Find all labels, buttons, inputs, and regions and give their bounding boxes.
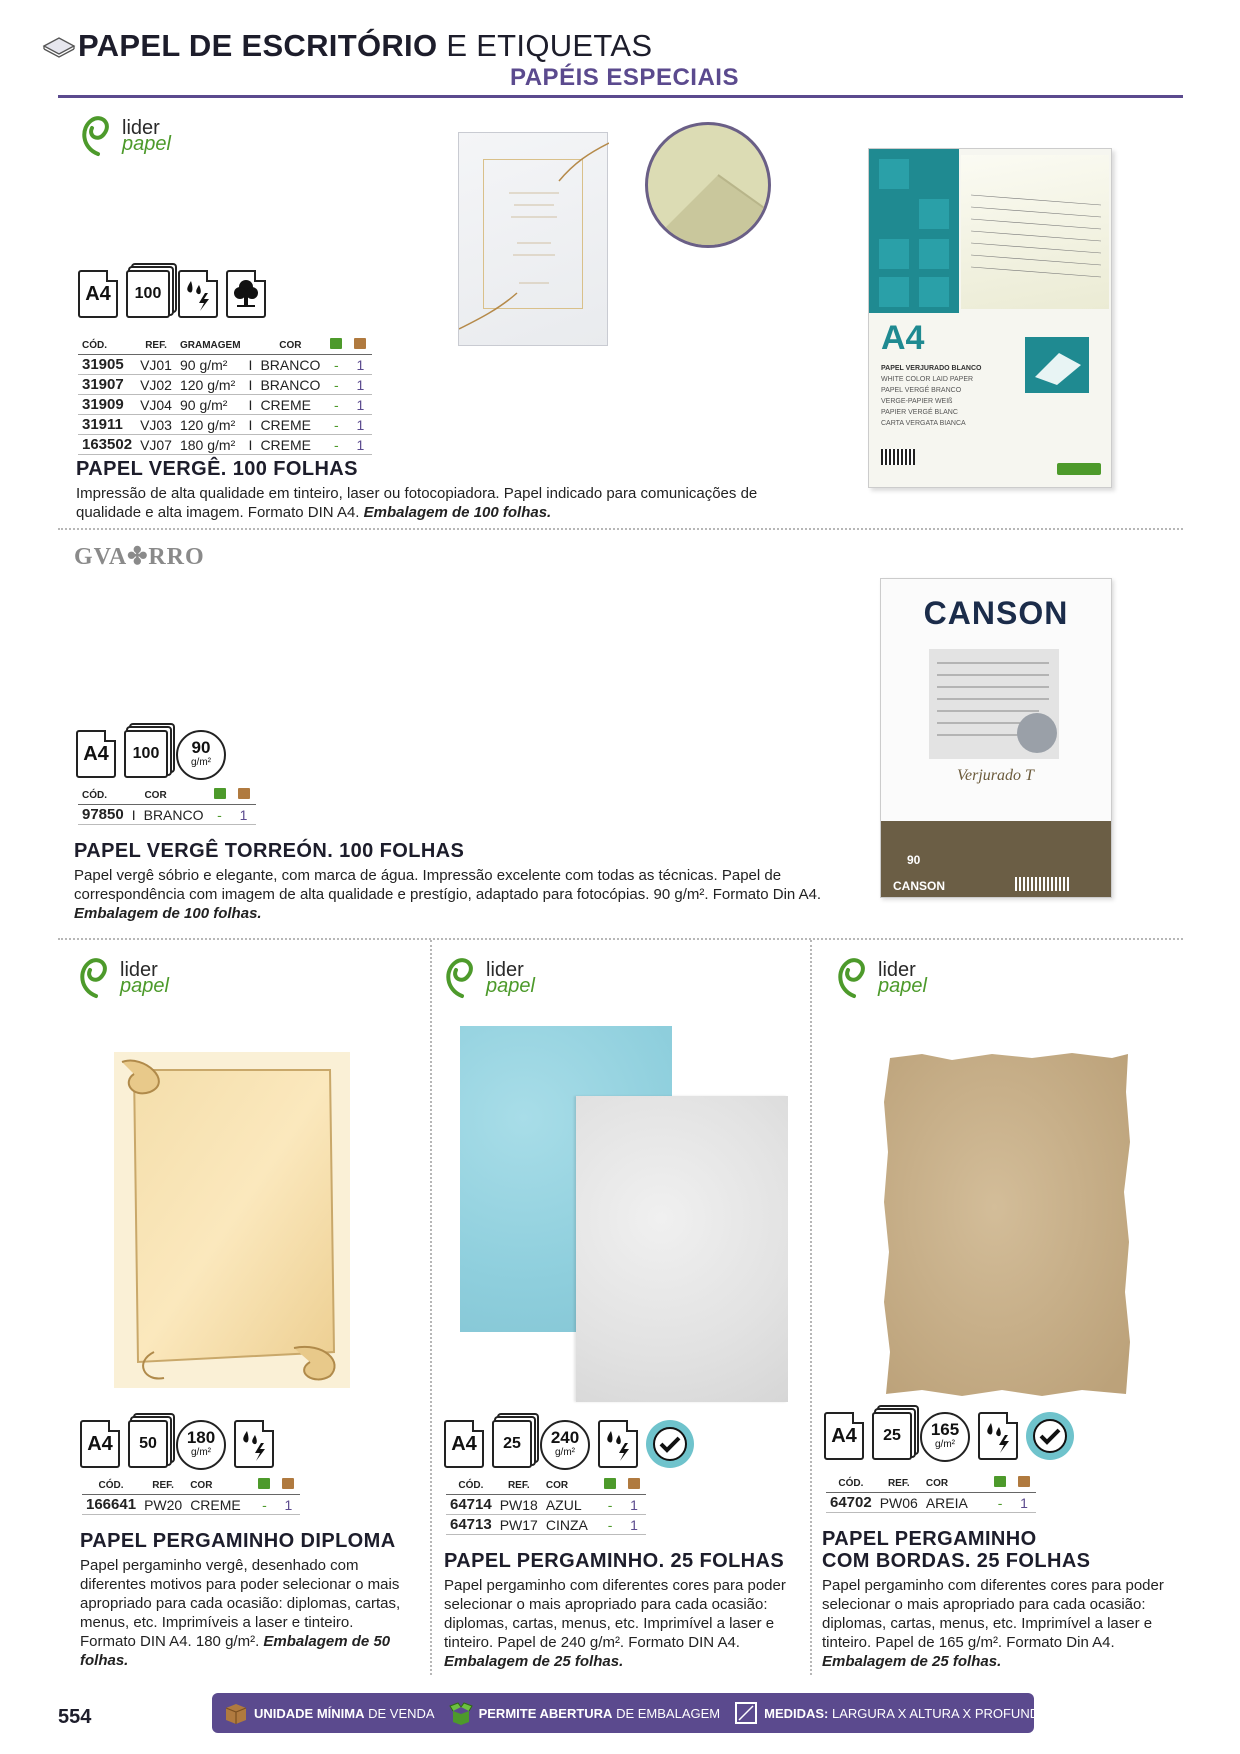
leaf-icon: [76, 114, 120, 158]
inkjet-laser-icon: [598, 1420, 638, 1468]
grammage-icon: 240 g/m²: [540, 1420, 590, 1470]
grey-parchment-image: [576, 1096, 788, 1402]
p5-spec-table: CÓD. REF. COR 64702 PW06 AREIA - 1: [826, 1476, 1036, 1513]
p4-title: PAPEL PERGAMINHO. 25 FOLHAS: [444, 1550, 785, 1572]
section-subtitle: PAPÉIS ESPECIAIS: [510, 64, 739, 91]
p3-description: Papel pergaminho vergê, desenhado com diferentes motivos para poder selecionar o mais apropriado para cada ocasião: diplomas, cartas, menus, etc. Imprimíveis a laser e tinteiro. Formato DIN A4. 180 g/m². Embalagem de 50 folhas.: [80, 1557, 401, 1669]
open-pack-icon: [258, 1478, 270, 1489]
ruler-icon: [734, 1701, 758, 1725]
p5-title: PAPEL PERGAMINHO COM BORDAS. 25 FOLHAS: [822, 1528, 1091, 1572]
p3-icons: [80, 1420, 274, 1470]
sand-parchment-image: [882, 1052, 1132, 1398]
p5-icons: [824, 1412, 1074, 1462]
tree-fsc-icon: [226, 270, 266, 318]
p4-description: Papel pergaminho com diferentes cores para poder selecionar o mais apropriado para cada ocasião: diplomas, cartas, menus, etc. Imprimível a laser e tinteiro. Papel de 240 g/m². Formato DIN A4. Embalagem de 25 folhas.: [444, 1577, 786, 1670]
table-row: 31909 VJ04 90 g/m² I CREME - 1: [78, 395, 372, 415]
p1-title: PAPEL VERGÊ. 100 FOLHAS: [76, 458, 358, 480]
column-divider: [810, 940, 812, 1675]
paper-stack-icon: [42, 34, 76, 58]
lider-papel-logo: lider papel: [74, 956, 169, 1000]
barcode: [881, 449, 915, 465]
box-a4-label: A4: [881, 319, 925, 357]
quality-check-icon: [1026, 1412, 1074, 1460]
a4-format-icon: A4: [824, 1412, 864, 1460]
sheets-count-icon: 25: [492, 1420, 532, 1468]
p3-title: PAPEL PERGAMINHO DIPLOMA: [80, 1530, 396, 1552]
open-pack-icon: [994, 1476, 1006, 1487]
leaf-icon: [440, 956, 484, 1000]
leaf-icon: [832, 956, 876, 1000]
page-number: 554: [58, 1706, 92, 1728]
divider: [58, 938, 1183, 940]
cream-paper-swatch: [645, 122, 771, 248]
grammage-icon: 165 g/m²: [920, 1412, 970, 1462]
sheets-count-icon: 100: [124, 730, 168, 778]
canson-grammage: 90: [907, 853, 921, 867]
inkjet-laser-icon: [178, 270, 218, 318]
inkjet-laser-icon: [234, 1420, 274, 1468]
gvarro-logo: GVA✤RRO: [74, 544, 205, 570]
divider: [58, 528, 1183, 530]
p1-description: Impressão de alta qualidade em tinteiro, laser ou fotocopiadora. Papel indicado para comunicações de qualidade e alta imagem. Formato DIN A4. Embalagem de 100 folhas.: [76, 485, 758, 521]
a4-format-icon: A4: [76, 730, 116, 778]
lider-papel-logo: lider papel: [440, 956, 535, 1000]
min-unit-box-icon: [282, 1478, 294, 1489]
table-row: 31905 VJ01 90 g/m² I BRANCO - 1: [78, 355, 372, 375]
table-row: 31911 VJ03 120 g/m² I CREME - 1: [78, 415, 372, 435]
column-divider: [430, 940, 432, 1675]
p4-icons: [444, 1420, 694, 1470]
invitation-paper-image: [458, 132, 608, 346]
open-pack-icon: [604, 1478, 616, 1489]
table-row: 64713 PW17 CINZA - 1: [446, 1515, 646, 1535]
table-row: 31907 VJ02 120 g/m² I BRANCO - 1: [78, 375, 372, 395]
min-unit-box-icon: [238, 788, 250, 799]
p5-description: Papel pergaminho com diferentes cores para poder selecionar o mais apropriado para cada ocasião: diplomas, cartas, menus, etc. Imprimível a laser e tinteiro. Papel de 165 g/m². Formato Din A4. Embalagem de 25 folhas.: [822, 1577, 1164, 1670]
open-pack-icon: [214, 788, 226, 799]
inkjet-laser-icon: [978, 1412, 1018, 1460]
box-icon: [224, 1701, 248, 1725]
legend-open-pack: PERMITE ABERTURA DE EMBALAGEM: [449, 1701, 721, 1725]
diploma-scroll-image: [114, 1052, 350, 1388]
min-unit-box-icon: [354, 338, 366, 349]
a4-format-icon: A4: [78, 270, 118, 318]
table-row: 64714 PW18 AZUL - 1: [446, 1495, 646, 1515]
box-brand-logo: [1057, 463, 1101, 475]
table-row: 163502 VJ07 180 g/m² I CREME - 1: [78, 435, 372, 455]
table-row: 166641 PW20 CREME - 1: [82, 1495, 300, 1515]
p2-title: PAPEL VERGÊ TORREÓN. 100 FOLHAS: [74, 840, 465, 862]
canson-pad-image: [880, 578, 1112, 898]
legend-min-unit: UNIDADE MÍNIMA DE VENDA: [224, 1701, 435, 1725]
box-paper-icon: [1025, 337, 1089, 393]
p2-description: Papel vergê sóbrio e elegante, com marca de água. Impressão excelente com todas as técnicas. Papel de correspondência com imagem de alta qualidade e prestígio, adaptado para fotocópias. 90 g/m². Formato Din A4. Embalagem de 100 folhas.: [74, 867, 822, 922]
open-pack-icon: [330, 338, 342, 349]
leaf-icon: [74, 956, 118, 1000]
p2-icons: [76, 730, 226, 780]
p1-spec-table: CÓD. REF. GRAMAGEM COR 31905 VJ01 90 g/m² I BRANCO - 1 31907 VJ02 120 g/m² I BRANCO - 1 31909 VJ04 90 g/m² I CREME - 1 31911 VJ03 120 g/m² I CREME - 1 163502 VJ07 180 g/m² I CREME - 1: [78, 338, 372, 455]
p2-spec-table: CÓD. COR 97850 I BRANCO - 1: [78, 788, 256, 825]
page-title: PAPEL DE ESCRITÓRIO E ETIQUETAS: [78, 28, 653, 63]
min-unit-box-icon: [628, 1478, 640, 1489]
legend-bar: [212, 1693, 1079, 1733]
a4-format-icon: A4: [80, 1420, 120, 1468]
sheets-count-icon: 50: [128, 1420, 168, 1468]
legend-measures: MEDIDAS: LARGURA X ALTURA X PROFUNDIDADE: [734, 1701, 1079, 1725]
sheets-count-icon: 25: [872, 1412, 912, 1460]
quality-check-icon: [646, 1420, 694, 1468]
a4-format-icon: A4: [444, 1420, 484, 1468]
canson-product-name: Verjurado T: [957, 767, 1034, 784]
vergé-box-image: A4 PAPEL VERJURADO BLANCO WHITE COLOR LAID PAPER PAPEL VERGÉ BRANCO VERGE-PAPIER WEIß PAPIER VERGÉ BLANC CARTA VERGATA BIANCA: [868, 148, 1112, 488]
canson-footer-logo: CANSON: [893, 879, 946, 893]
table-row: 97850 I BRANCO - 1: [78, 805, 256, 825]
p4-spec-table: CÓD. REF. COR 64714 PW18 AZUL - 1 64713 PW17 CINZA - 1: [446, 1478, 646, 1535]
sheets-count-icon: 100: [126, 270, 170, 318]
p1-icons: [78, 270, 266, 318]
grammage-icon: 180 g/m²: [176, 1420, 226, 1470]
lider-papel-logo: lider papel: [76, 114, 171, 158]
lider-papel-logo: lider papel: [832, 956, 927, 1000]
min-unit-box-icon: [1018, 1476, 1030, 1487]
grammage-icon: 90 g/m²: [176, 730, 226, 780]
canson-logo: CANSON: [923, 595, 1069, 631]
open-box-icon: [449, 1701, 473, 1725]
header-rule: [58, 95, 1183, 98]
table-row: 64702 PW06 AREIA - 1: [826, 1493, 1036, 1513]
p3-spec-table: CÓD. REF. COR 166641 PW20 CREME - 1: [82, 1478, 300, 1515]
